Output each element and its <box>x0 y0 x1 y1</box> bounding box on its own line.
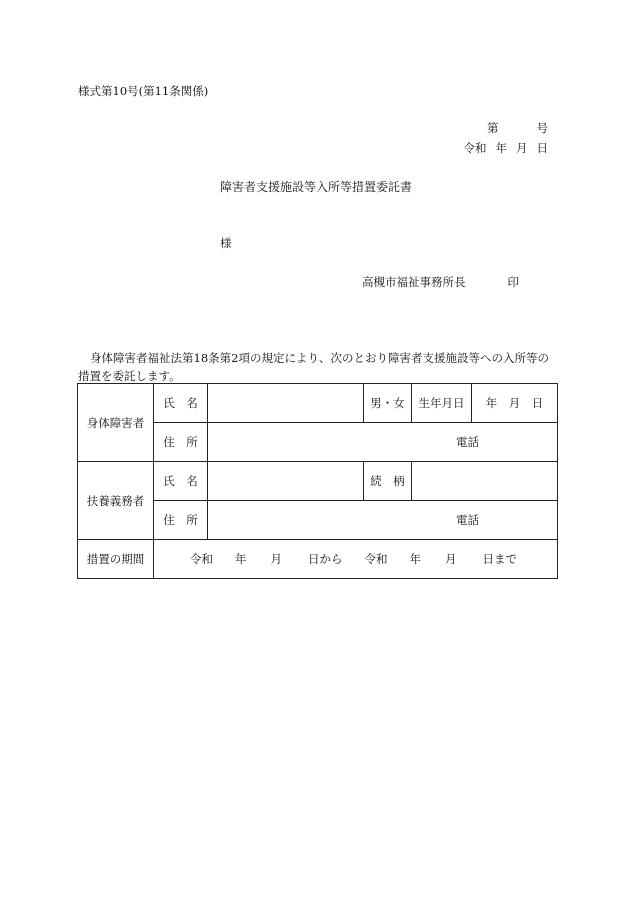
birthdate-field[interactable]: 年 月 日 <box>472 384 558 423</box>
person-name-field[interactable] <box>208 384 364 423</box>
issuer <box>362 277 519 289</box>
relation-label: 続 柄 <box>364 462 412 501</box>
guardian-name-field[interactable] <box>208 462 364 501</box>
guardian-label: 扶養義務者 <box>78 462 154 540</box>
body-text: 身体障害者福祉法第18条第2項の規定により、次のとおり障害者支援施設等への入所等の措置を委託します。 <box>78 351 549 383</box>
person-address-field[interactable] <box>208 423 558 462</box>
guardian-address-field[interactable] <box>208 501 558 540</box>
addressee: 様 <box>220 236 232 250</box>
person-phone-label: 電話 <box>456 435 479 449</box>
guardian-address-label: 住 所 <box>154 501 208 540</box>
guardian-name-label: 氏 名 <box>154 462 208 501</box>
document-date <box>464 143 549 155</box>
birthdate-label: 生年月日 <box>412 384 472 423</box>
period-to-era: 令和 <box>364 552 388 566</box>
table-row <box>78 384 558 423</box>
period-to-day: 日まで <box>482 552 517 566</box>
period-label: 措置の期間 <box>78 540 154 579</box>
period-field[interactable] <box>154 540 558 579</box>
person-label: 身体障害者 <box>78 384 154 462</box>
guardian-phone-label: 電話 <box>456 513 479 527</box>
document-title: 障害者支援施設等入所等措置委託書 <box>220 180 413 194</box>
relation-field[interactable] <box>412 462 558 501</box>
period-from-era: 令和 <box>190 552 213 566</box>
period-to-month: 月 <box>445 552 457 566</box>
period-from-day: 日から <box>308 552 343 566</box>
gender-label: 男・女 <box>364 384 412 423</box>
document-number-suffix: 号 <box>536 121 548 135</box>
period-from-month: 月 <box>270 552 282 566</box>
date-month: 月 <box>516 141 528 155</box>
period-to-year: 年 <box>409 552 421 566</box>
period-from-year: 年 <box>235 552 247 566</box>
date-day: 日 <box>536 141 548 155</box>
date-year: 年 <box>495 141 507 155</box>
date-era: 令和 <box>463 141 487 155</box>
issuer-name: 高槻市福祉事務所長 <box>362 275 466 289</box>
form-number: 様式第10号(第11条関係) <box>78 84 209 98</box>
person-address-label: 住 所 <box>154 423 208 462</box>
person-name-label: 氏 名 <box>154 384 208 423</box>
document-number <box>487 123 548 135</box>
table-row <box>78 462 558 501</box>
detail-table <box>77 383 558 579</box>
document-number-prefix: 第 <box>487 121 499 135</box>
seal-mark: 印 <box>507 275 519 289</box>
table-row <box>78 540 558 579</box>
